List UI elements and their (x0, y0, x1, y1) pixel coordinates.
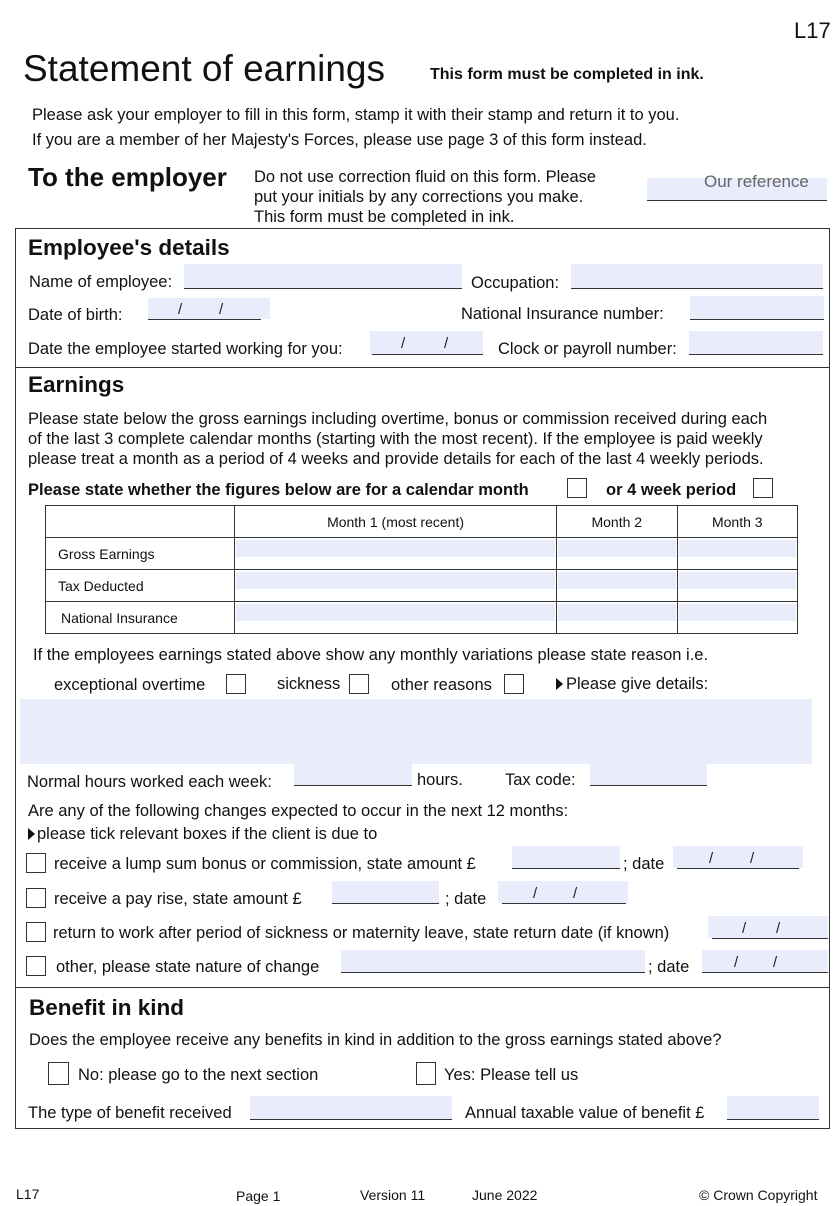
employer-note-line-1: Do not use correction fluid on this form. Please (254, 168, 597, 186)
tax-code-label: Tax code: (505, 771, 576, 789)
sickness-checkbox[interactable] (349, 674, 369, 694)
row-label-gross-earnings: Gross Earnings (46, 538, 235, 570)
four-week-period-checkbox[interactable] (753, 478, 773, 498)
tax-month-1-input[interactable] (235, 570, 557, 602)
bonus-date-label: ; date (623, 855, 665, 873)
start-date-slash-2: / (444, 335, 449, 352)
benefit-no-label: No: please go to the next section (78, 1066, 319, 1084)
tax-month-3-input[interactable] (677, 570, 797, 602)
dob-slash-1: / (178, 301, 183, 318)
tax-code-underline (590, 785, 707, 786)
tax-month-2-input[interactable] (557, 570, 677, 602)
other-change-date-input[interactable] (702, 950, 828, 972)
bonus-date-slash-1: / (709, 850, 714, 867)
reason-other-label: other reasons (391, 676, 492, 694)
pay-rise-date-input[interactable] (498, 881, 628, 903)
benefit-value-underline (727, 1119, 819, 1120)
employee-heading: Employee's details (28, 235, 230, 260)
change-return-to-work-checkbox[interactable] (26, 922, 46, 942)
intro-line-2: If you are a member of her Majesty's Forces, please use page 3 of this form instead. (32, 131, 647, 149)
row-label-national-insurance: National Insurance (46, 602, 235, 634)
start-date-slash-1: / (401, 335, 406, 352)
pay-rise-amount-underline (332, 903, 439, 904)
change-other-checkbox[interactable] (26, 956, 46, 976)
earnings-table (45, 505, 798, 634)
benefit-type-underline (250, 1119, 452, 1120)
gross-month-3-input[interactable] (677, 538, 797, 570)
pay-rise-date-slash-1: / (533, 885, 538, 902)
occupation-underline (571, 288, 823, 289)
dob-slash-2: / (219, 301, 224, 318)
section-divider-earnings (15, 367, 830, 368)
footer-copyright: © Crown Copyright (699, 1187, 818, 1203)
benefit-value-label: Annual taxable value of benefit £ (465, 1104, 705, 1122)
benefit-yes-label: Yes: Please tell us (444, 1066, 579, 1084)
benefit-yes-checkbox[interactable] (416, 1062, 436, 1085)
name-label: Name of employee: (29, 273, 173, 291)
ni-month-2-input[interactable] (557, 602, 677, 634)
payroll-input[interactable] (689, 331, 823, 354)
dob-input[interactable] (148, 298, 270, 319)
bonus-amount-underline (512, 868, 620, 869)
ink-notice: This form must be completed in ink. (430, 66, 704, 83)
ni-input[interactable] (690, 296, 824, 319)
earnings-col-blank (46, 506, 235, 538)
tax-code-input[interactable] (590, 764, 707, 785)
payroll-label: Clock or payroll number: (498, 340, 677, 358)
bonus-date-underline (677, 868, 799, 869)
start-date-label: Date the employee started working for you: (28, 340, 343, 358)
employer-note-line-2: put your initials by any corrections you make. (254, 188, 584, 206)
dob-label: Date of birth: (28, 306, 123, 324)
other-change-date-underline (702, 972, 828, 973)
gross-month-1-input[interactable] (235, 538, 557, 570)
footer-page-number: Page 1 (236, 1188, 281, 1204)
give-details-prompt (556, 675, 708, 694)
tick-instruction-label: please tick relevant boxes if the client is due to (37, 825, 378, 843)
start-date-underline (372, 354, 483, 355)
change-pay-rise-checkbox[interactable] (26, 888, 46, 908)
employer-heading: To the employer (28, 162, 227, 192)
footer-version: Version 11 (360, 1187, 426, 1203)
period-question: Please state whether the figures below are for a calendar month (28, 481, 529, 499)
overtime-checkbox[interactable] (226, 674, 246, 694)
benefit-value-input[interactable] (727, 1096, 819, 1119)
other-change-input[interactable] (341, 950, 645, 972)
ni-month-1-input[interactable] (235, 602, 557, 634)
benefit-heading: Benefit in kind (29, 995, 185, 1020)
table-row (46, 602, 798, 634)
other-change-date-slash-1: / (734, 954, 739, 971)
benefit-question: Does the employee receive any benefits in kind in addition to the gross earnings stated above? (29, 1031, 722, 1049)
return-date-input[interactable] (708, 916, 828, 938)
dob-underline (148, 319, 261, 320)
ni-month-3-input[interactable] (677, 602, 797, 634)
reference-placeholder: Our reference (704, 172, 809, 191)
tick-instruction (28, 825, 377, 844)
change-other-label: other, please state nature of change (56, 958, 320, 976)
bonus-date-slash-2: / (750, 850, 755, 867)
earnings-col-month-2: Month 2 (557, 506, 677, 538)
ni-underline (690, 319, 824, 320)
earnings-col-month-3: Month 3 (677, 506, 797, 538)
other-change-date-label: ; date (648, 958, 690, 976)
return-date-underline (712, 938, 828, 939)
page-title: Statement of earnings (23, 48, 385, 89)
return-date-slash-2: / (776, 920, 781, 937)
change-bonus-label: receive a lump sum bonus or commission, state amount £ (54, 855, 476, 873)
pay-rise-amount-input[interactable] (332, 881, 439, 903)
benefit-no-checkbox[interactable] (48, 1062, 69, 1085)
footer-form-code: L17 (16, 1186, 40, 1202)
other-reasons-checkbox[interactable] (504, 674, 524, 694)
benefit-type-input[interactable] (250, 1096, 452, 1119)
bonus-amount-input[interactable] (512, 846, 620, 868)
ni-label: National Insurance number: (461, 305, 664, 323)
section-divider-benefit (15, 987, 830, 988)
table-row (46, 538, 798, 570)
reason-overtime-label: exceptional overtime (54, 676, 206, 694)
period-option-4-week: or 4 week period (606, 481, 737, 499)
reference-underline (647, 200, 827, 201)
pay-rise-date-slash-2: / (573, 885, 578, 902)
change-bonus-checkbox[interactable] (26, 853, 46, 873)
change-return-to-work-label: return to work after period of sickness or maternity leave, state return date (if known) (53, 924, 670, 942)
reason-sickness-label: sickness (277, 675, 341, 693)
row-label-tax-deducted: Tax Deducted (46, 570, 235, 602)
hours-label: Normal hours worked each week: (27, 773, 272, 791)
return-date-slash-1: / (742, 920, 747, 937)
earnings-table-header (46, 506, 798, 538)
variation-details-input[interactable] (20, 699, 812, 764)
variations-text: If the employees earnings stated above show any monthly variations please state reason i.e. (33, 646, 709, 664)
earnings-para-line-2: of the last 3 complete calendar months (starting with the most recent). If the employee is paid weekly (28, 430, 763, 448)
earnings-heading: Earnings (28, 372, 125, 397)
arrow-right-icon (556, 678, 563, 690)
hours-input[interactable] (294, 764, 412, 785)
give-details-label: Please give details: (566, 675, 709, 693)
start-date-input[interactable] (370, 331, 483, 354)
calendar-month-checkbox[interactable] (567, 478, 587, 498)
occupation-label: Occupation: (471, 274, 560, 292)
change-pay-rise-label: receive a pay rise, state amount £ (54, 890, 302, 908)
hours-unit: hours. (417, 771, 463, 789)
benefit-type-label: The type of benefit received (28, 1104, 232, 1122)
employer-note-line-3: This form must be completed in ink. (254, 208, 515, 226)
gross-month-2-input[interactable] (557, 538, 677, 570)
table-row (46, 570, 798, 602)
earnings-col-month-1: Month 1 (most recent) (235, 506, 557, 538)
footer-date: June 2022 (472, 1187, 538, 1203)
pay-rise-date-underline (502, 903, 626, 904)
form-code-top: L17 (794, 18, 831, 43)
earnings-para-line-1: Please state below the gross earnings including overtime, bonus or commission received during each (28, 410, 768, 428)
earnings-para-line-3: please treat a month as a period of 4 weeks and provide details for each of the last 4 weekly periods. (28, 450, 764, 468)
hours-underline (294, 785, 412, 786)
occupation-input[interactable] (571, 264, 823, 288)
arrow-right-icon (28, 828, 35, 840)
changes-question: Are any of the following changes expected to occur in the next 12 months: (28, 802, 569, 820)
other-change-date-slash-2: / (773, 954, 778, 971)
name-input[interactable] (184, 264, 462, 288)
pay-rise-date-label: ; date (445, 890, 487, 908)
name-underline (184, 288, 462, 289)
intro-line-1: Please ask your employer to fill in this form, stamp it with their stamp and return it to you. (32, 106, 680, 124)
other-change-underline (341, 972, 645, 973)
payroll-underline (689, 354, 823, 355)
bonus-date-input[interactable] (673, 846, 803, 868)
